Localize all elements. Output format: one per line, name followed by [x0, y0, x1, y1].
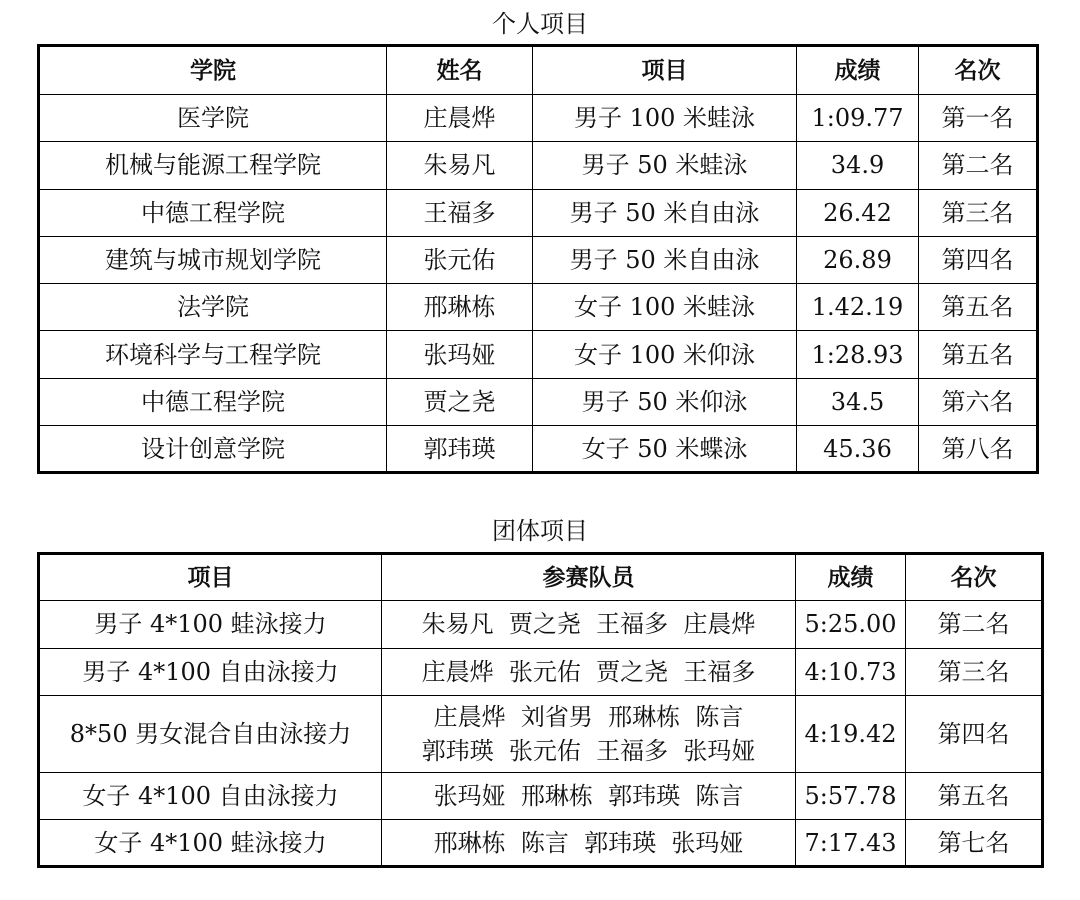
score-cell: 26.42 — [797, 189, 919, 236]
table-row — [39, 772, 1043, 819]
rank-cell: 第二名 — [919, 142, 1038, 189]
column-header-score: 成绩 — [797, 46, 919, 95]
table-row — [39, 426, 1038, 473]
table-header-row — [39, 46, 1038, 95]
event-cell: 男子 50 米自由泳 — [533, 236, 797, 283]
members-line: 庄晨烨 张元佑 贾之尧 王福多 — [421, 657, 756, 686]
column-header-name: 姓名 — [387, 46, 533, 95]
table-row — [39, 648, 1043, 695]
table-row — [39, 95, 1038, 142]
rank-cell: 第六名 — [919, 378, 1038, 425]
column-header-rank: 名次 — [906, 554, 1043, 601]
score-cell: 5:57.78 — [796, 772, 906, 819]
college-cell: 法学院 — [39, 284, 387, 331]
score-cell: 7:17.43 — [796, 820, 906, 867]
rank-cell: 第二名 — [906, 601, 1043, 648]
score-cell: 5:25.00 — [796, 601, 906, 648]
event-cell: 女子 4*100 自由泳接力 — [39, 772, 382, 819]
rank-cell: 第七名 — [906, 820, 1043, 867]
table-row — [39, 142, 1038, 189]
event-cell: 男子 4*100 自由泳接力 — [39, 648, 382, 695]
score-cell: 34.9 — [797, 142, 919, 189]
score-cell: 26.89 — [797, 236, 919, 283]
event-cell: 男子 50 米仰泳 — [533, 378, 797, 425]
rank-cell: 第四名 — [919, 236, 1038, 283]
members-line: 庄晨烨 刘省男 邢琳栋 陈言 — [433, 702, 744, 731]
event-cell: 男子 50 米自由泳 — [533, 189, 797, 236]
rank-cell: 第八名 — [919, 426, 1038, 473]
athlete-name-cell: 张玛娅 — [387, 331, 533, 378]
event-cell: 女子 100 米蛙泳 — [533, 284, 797, 331]
event-cell: 女子 100 米仰泳 — [533, 331, 797, 378]
event-cell: 男子 100 米蛙泳 — [533, 95, 797, 142]
team-results-table — [37, 552, 1044, 868]
column-header-score: 成绩 — [796, 554, 906, 601]
members-line: 张玛娅 邢琳栋 郭玮瑛 陈言 — [433, 782, 744, 811]
rank-cell: 第五名 — [919, 331, 1038, 378]
team-caption: 团体项目 — [492, 517, 588, 545]
table-row — [39, 820, 1043, 867]
rank-cell: 第五名 — [906, 772, 1043, 819]
members-line: 朱易凡 贾之尧 王福多 庄晨烨 — [421, 610, 756, 639]
score-cell: 1:09.77 — [797, 95, 919, 142]
event-cell: 男子 50 米蛙泳 — [533, 142, 797, 189]
table-row — [39, 284, 1038, 331]
college-cell: 中德工程学院 — [39, 378, 387, 425]
event-cell: 8*50 男女混合自由泳接力 — [39, 695, 382, 772]
college-cell: 医学院 — [39, 95, 387, 142]
athlete-name-cell: 王福多 — [387, 189, 533, 236]
members-cell — [382, 601, 796, 648]
college-cell: 设计创意学院 — [39, 426, 387, 473]
table-row — [39, 331, 1038, 378]
athlete-name-cell: 贾之尧 — [387, 378, 533, 425]
score-cell: 1:28.93 — [797, 331, 919, 378]
score-cell: 4:19.42 — [796, 695, 906, 772]
athlete-name-cell: 庄晨烨 — [387, 95, 533, 142]
rank-cell: 第五名 — [919, 284, 1038, 331]
members-cell — [382, 648, 796, 695]
college-cell: 机械与能源工程学院 — [39, 142, 387, 189]
rank-cell: 第一名 — [919, 95, 1038, 142]
table-row — [39, 236, 1038, 283]
event-cell: 女子 4*100 蛙泳接力 — [39, 820, 382, 867]
column-header-event: 项目 — [533, 46, 797, 95]
column-header-event: 项目 — [39, 554, 382, 601]
athlete-name-cell: 邢琳栋 — [387, 284, 533, 331]
score-cell: 34.5 — [797, 378, 919, 425]
college-cell: 建筑与城市规划学院 — [39, 236, 387, 283]
members-line: 郭玮瑛 张元佑 王福多 张玛娅 — [421, 736, 756, 765]
members-cell — [382, 772, 796, 819]
rank-cell: 第三名 — [906, 648, 1043, 695]
members-cell — [382, 695, 796, 772]
rank-cell: 第三名 — [919, 189, 1038, 236]
table-header-row — [39, 554, 1043, 601]
column-header-college: 学院 — [39, 46, 387, 95]
athlete-name-cell: 张元佑 — [387, 236, 533, 283]
individual-results-table — [37, 44, 1039, 474]
event-cell: 男子 4*100 蛙泳接力 — [39, 601, 382, 648]
table-row — [39, 189, 1038, 236]
column-header-members: 参赛队员 — [382, 554, 796, 601]
individual-caption: 个人项目 — [492, 10, 588, 38]
score-cell: 45.36 — [797, 426, 919, 473]
table-row — [39, 601, 1043, 648]
table-row — [39, 695, 1043, 772]
score-cell: 4:10.73 — [796, 648, 906, 695]
score-cell: 1.42.19 — [797, 284, 919, 331]
event-cell: 女子 50 米蝶泳 — [533, 426, 797, 473]
college-cell: 中德工程学院 — [39, 189, 387, 236]
athlete-name-cell: 朱易凡 — [387, 142, 533, 189]
members-cell — [382, 820, 796, 867]
table-row — [39, 378, 1038, 425]
members-line: 邢琳栋 陈言 郭玮瑛 张玛娅 — [433, 828, 744, 857]
athlete-name-cell: 郭玮瑛 — [387, 426, 533, 473]
rank-cell: 第四名 — [906, 695, 1043, 772]
column-header-rank: 名次 — [919, 46, 1038, 95]
college-cell: 环境科学与工程学院 — [39, 331, 387, 378]
